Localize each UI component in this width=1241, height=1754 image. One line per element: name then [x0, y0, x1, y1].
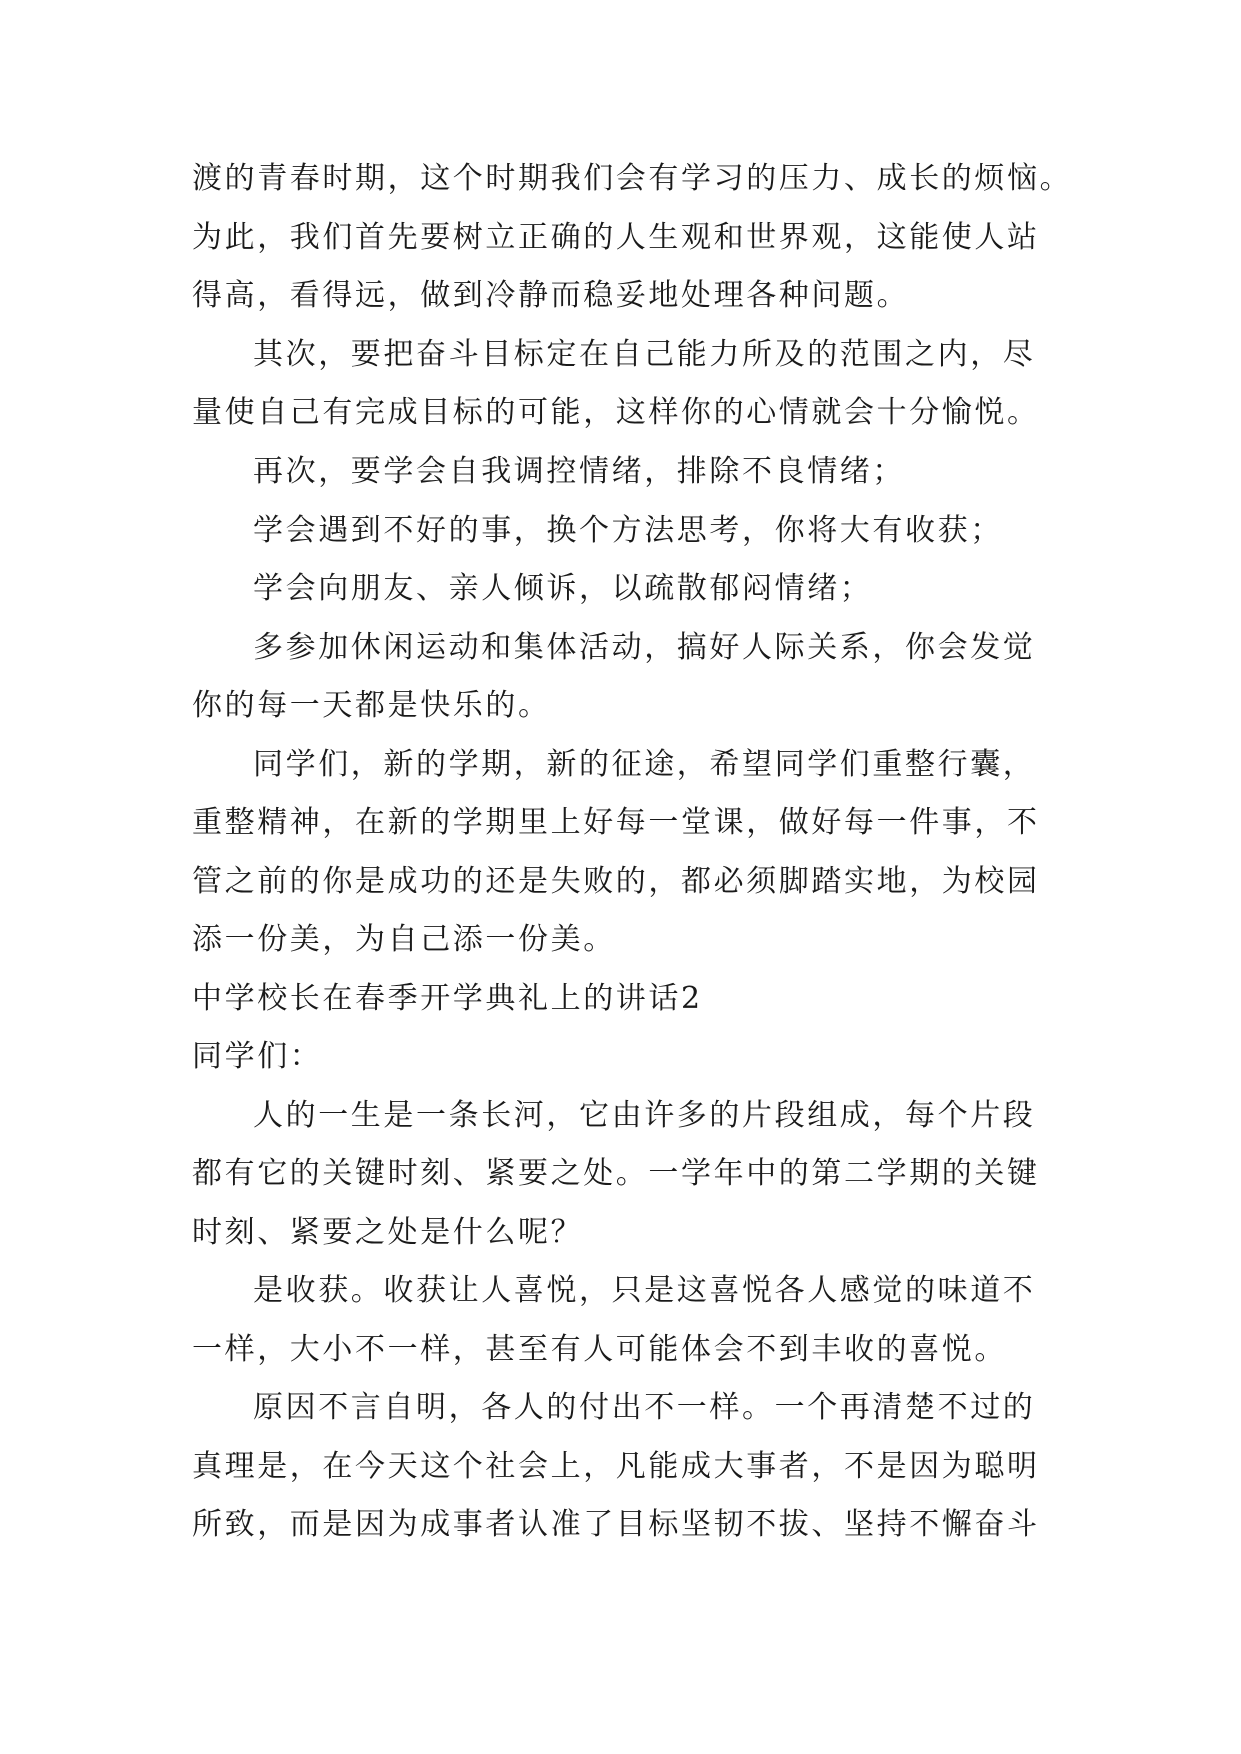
text-line: 原因不言自明，各人的付出不一样。一个再清楚不过的 [253, 1390, 1036, 1425]
text-line: 得高，看得远，做到冷静而稳妥地处理各种问题。 [192, 278, 910, 313]
text-line: 你的每一天都是快乐的。 [192, 688, 551, 723]
text-line: 是收获。收获让人喜悦，只是这喜悦各人感觉的味道不 [253, 1273, 1036, 1308]
text-line: 再次，要学会自我调控情绪，排除不良情绪； [253, 454, 905, 489]
text-line: 所致，而是因为成事者认准了目标坚韧不拔、坚持不懈奋斗 [192, 1507, 1040, 1542]
text-line: 重整精神，在新的学期里上好每一堂课，做好每一件事，不 [192, 805, 1040, 840]
text-line: 添一份美，为自己添一份美。 [192, 922, 616, 957]
text-line: 人的一生是一条长河，它由许多的片段组成，每个片段 [253, 1098, 1036, 1133]
text-line: 其次，要把奋斗目标定在自己能力所及的范围之内，尽 [253, 337, 1036, 372]
text-line: 学会向朋友、亲人倾诉，以疏散郁闷情绪； [253, 571, 873, 606]
text-line: 量使自己有完成目标的可能，这样你的心情就会十分愉悦。 [192, 395, 1040, 430]
text-line: 同学们，新的学期，新的征途，希望同学们重整行囊， [253, 747, 1036, 782]
section-heading: 中学校长在春季开学典礼上的讲话2 [192, 981, 703, 1016]
text-line: 多参加休闲运动和集体活动，搞好人际关系，你会发觉 [253, 630, 1036, 665]
text-line: 渡的青春时期，这个时期我们会有学习的压力、成长的烦恼。 [192, 161, 1073, 196]
text-line: 为此，我们首先要树立正确的人生观和世界观，这能使人站 [192, 220, 1040, 255]
text-line: 一样，大小不一样，甚至有人可能体会不到丰收的喜悦。 [192, 1332, 1007, 1367]
text-line: 时刻、紧要之处是什么呢？ [192, 1215, 584, 1250]
text-line: 学会遇到不好的事，换个方法思考，你将大有收获； [253, 513, 1003, 548]
text-line: 都有它的关键时刻、紧要之处。一学年中的第二学期的关键 [192, 1156, 1040, 1191]
text-line: 管之前的你是成功的还是失败的，都必须脚踏实地，为校园 [192, 864, 1040, 899]
text-line: 真理是，在今天这个社会上，凡能成大事者，不是因为聪明 [192, 1449, 1040, 1484]
salutation: 同学们： [192, 1039, 323, 1074]
